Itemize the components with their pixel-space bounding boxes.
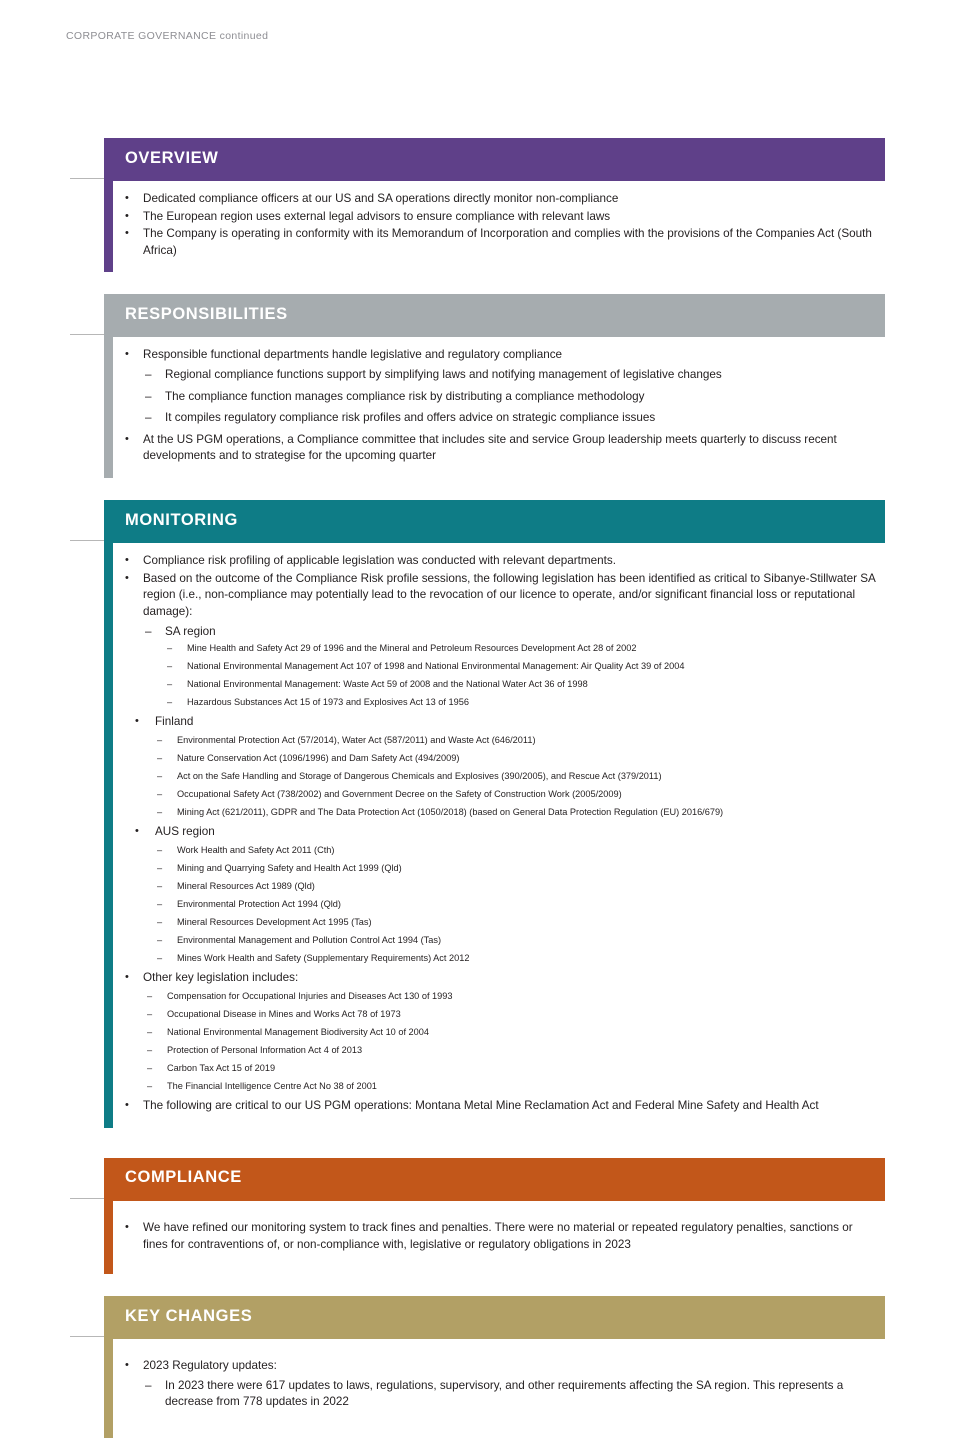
dash-marker: –	[157, 935, 163, 946]
bullet-list-responsibilities-2	[125, 432, 877, 465]
margin-rule-overview	[70, 178, 104, 179]
left-accent-bar-overview	[104, 181, 113, 272]
list-item-text: Mining Act (621/2011), GDPR and The Data Protection Act (1050/2018) (based on General Data Protection Regulation (EU) 2016/679)	[177, 807, 724, 818]
aus-region-label: AUS region	[155, 825, 215, 839]
list-item-text: Mineral Resources Act 1989 (Qld)	[177, 881, 315, 892]
bullet-marker: •	[125, 1359, 129, 1372]
section-body-responsibilities	[104, 337, 885, 478]
list-item	[125, 1358, 877, 1375]
margin-rule-responsibilities	[70, 334, 104, 335]
dash-marker: –	[145, 624, 152, 638]
section-body-overview	[104, 181, 885, 272]
list-item-text: Based on the outcome of the Compliance Risk profile sessions, the following legislation has been identified as critical to Sibanye-Stillwater SA region (i.e., non-compliance may potentially lead to the revocation of our licence to operate, and/or significant financial loss or reputational damage):	[143, 571, 876, 618]
dash-marker: –	[157, 771, 163, 782]
section-title-key-changes: KEY CHANGES	[125, 1306, 253, 1325]
dash-marker: –	[167, 661, 173, 672]
list-item	[135, 714, 877, 731]
section-monitoring	[104, 500, 885, 1128]
dash-marker: –	[157, 899, 163, 910]
list-item	[167, 642, 877, 655]
list-item	[145, 410, 877, 427]
other-key-label: Other key legislation includes:	[143, 971, 299, 985]
list-item-text: National Environmental Management: Waste Act 59 of 2008 and the National Water Act 36 of 1998	[187, 679, 588, 690]
bullet-list-monitoring	[125, 553, 877, 620]
dash-marker: –	[167, 697, 173, 708]
dash-marker: –	[147, 1027, 153, 1038]
sub-bullet-list-key-changes	[125, 1378, 877, 1411]
left-accent-bar-responsibilities	[104, 337, 113, 478]
list-item	[125, 226, 877, 259]
left-accent-bar-compliance	[104, 1201, 113, 1274]
list-item-text: Mining and Quarrying Safety and Health Act 1999 (Qld)	[177, 862, 402, 873]
list-item	[125, 191, 877, 208]
dash-marker: –	[157, 789, 163, 800]
section-body-compliance	[104, 1201, 885, 1274]
list-item	[125, 1220, 877, 1253]
band-underline-overview	[104, 178, 885, 181]
list-item	[145, 389, 877, 406]
list-item	[147, 1008, 877, 1021]
sa-region-group	[125, 624, 877, 641]
other-key-group	[125, 970, 877, 987]
dash-marker: –	[145, 368, 152, 382]
list-item-text: We have refined our monitoring system to track fines and penalties. There were no material or repeated regulatory penalties, sanctions or fines for contraventions of, or non-compliance with, legislative or regulatory obligations in 2023	[143, 1220, 853, 1251]
bullet-marker: •	[125, 971, 129, 984]
list-item-text: The Financial Intelligence Centre Act No 38 of 2001	[167, 1081, 377, 1092]
sub-bullet-list-responsibilities	[125, 367, 877, 427]
list-item	[157, 880, 877, 893]
list-item	[157, 952, 877, 965]
section-body-key-changes	[104, 1339, 885, 1438]
list-item	[167, 696, 877, 709]
section-band-compliance	[104, 1158, 885, 1198]
dash-marker: –	[157, 735, 163, 745]
list-item	[147, 1026, 877, 1039]
bullet-marker: •	[125, 227, 129, 240]
list-item-text: The European region uses external legal advisors to ensure compliance with relevant laws	[143, 209, 611, 223]
section-title-overview: OVERVIEW	[125, 148, 219, 167]
section-compliance	[104, 1158, 885, 1274]
list-item	[147, 1080, 877, 1093]
dash-marker: –	[147, 990, 153, 1001]
dash-marker: –	[157, 844, 163, 855]
dash-marker: –	[157, 807, 163, 818]
section-title-compliance: COMPLIANCE	[125, 1168, 242, 1187]
list-item	[157, 734, 877, 747]
dash-marker: –	[147, 1045, 153, 1056]
bullet-marker: •	[135, 715, 139, 728]
list-item-text: Environmental Management and Pollution Control Act 1994 (Tas)	[177, 935, 442, 946]
list-item-text: Carbon Tax Act 15 of 2019	[167, 1063, 276, 1074]
list-item	[157, 862, 877, 875]
list-item-text: 2023 Regulatory updates:	[143, 1359, 277, 1373]
dash-marker: –	[147, 1081, 153, 1092]
list-item	[125, 209, 877, 226]
dash-marker: –	[145, 411, 152, 425]
list-item-text: It compiles regulatory compliance risk profiles and offers advice on strategic compliance issues	[165, 411, 656, 425]
list-item-text: Environmental Protection Act 1994 (Qld)	[177, 899, 341, 910]
section-key-changes	[104, 1296, 885, 1438]
list-item-text: Mines Work Health and Safety (Supplementary Requirements) Act 2012	[177, 953, 470, 964]
list-item-text: Environmental Protection Act (57/2014), Water Act (587/2011) and Waste Act (646/2011)	[177, 735, 536, 745]
section-overview	[104, 138, 885, 272]
content-column	[104, 138, 885, 1438]
list-item-text: The following are critical to our US PGM operations: Montana Metal Mine Reclamation Act and Federal Mine Safety and Health Act	[143, 1099, 819, 1113]
bullet-list-overview	[125, 191, 877, 259]
list-item	[125, 1098, 877, 1115]
list-item	[167, 660, 877, 673]
list-item	[157, 770, 877, 783]
list-item	[157, 788, 877, 801]
section-responsibilities	[104, 294, 885, 478]
bullet-marker: •	[125, 571, 129, 584]
list-item	[167, 678, 877, 691]
other-key-list	[125, 990, 877, 1093]
margin-rule-compliance	[70, 1198, 104, 1199]
list-item-text: Nature Conservation Act (1096/1996) and Dam Safety Act (494/2009)	[177, 753, 460, 764]
band-underline-monitoring	[104, 540, 885, 543]
section-band-monitoring	[104, 500, 885, 540]
list-item-text: Hazardous Substances Act 15 of 1973 and Explosives Act 13 of 1956	[187, 697, 469, 708]
band-underline-key-changes	[104, 1336, 885, 1339]
bullet-marker: •	[125, 192, 129, 204]
list-item-text: Mineral Resources Development Act 1995 (Tas)	[177, 917, 372, 928]
section-band-overview	[104, 138, 885, 178]
list-item	[125, 432, 877, 465]
dash-marker: –	[147, 1009, 153, 1020]
list-item-text: Dedicated compliance officers at our US and SA operations directly monitor non-compliance	[143, 192, 619, 205]
bullet-marker: •	[125, 1220, 129, 1233]
dash-marker: –	[157, 953, 163, 964]
dash-marker: –	[157, 917, 163, 928]
bullet-list-responsibilities	[125, 347, 877, 364]
list-item	[145, 1378, 877, 1411]
monitoring-closing-list	[125, 1098, 877, 1115]
list-item	[157, 752, 877, 765]
dash-marker: –	[157, 881, 163, 892]
bullet-marker: •	[125, 209, 129, 222]
list-item-text: Occupational Disease in Mines and Works Act 78 of 1973	[167, 1009, 401, 1020]
dash-marker: –	[167, 643, 173, 654]
bullet-marker: •	[125, 348, 129, 361]
list-item	[145, 624, 877, 641]
section-band-responsibilities	[104, 294, 885, 334]
left-accent-bar-key-changes	[104, 1339, 113, 1438]
list-item	[157, 844, 877, 857]
dash-marker: –	[157, 753, 163, 764]
list-item	[157, 916, 877, 929]
list-item-text: Occupational Safety Act (738/2002) and Government Decree on the Safety of Construction Work (2005/2009)	[177, 789, 622, 800]
list-item	[135, 824, 877, 841]
margin-rule-monitoring	[70, 540, 104, 541]
list-item	[157, 806, 877, 819]
dash-marker: –	[157, 862, 163, 873]
section-gap	[104, 1274, 885, 1296]
list-item	[125, 553, 877, 570]
dash-marker: –	[145, 1378, 152, 1392]
list-item	[145, 367, 877, 384]
list-item	[157, 934, 877, 947]
finland-group	[125, 714, 877, 731]
bullet-marker: •	[125, 432, 129, 445]
list-item	[147, 1044, 877, 1057]
section-title-responsibilities: RESPONSIBILITIES	[125, 304, 288, 323]
list-item-text: National Environmental Management Biodiversity Act 10 of 2004	[167, 1027, 429, 1038]
aus-region-list	[125, 844, 877, 965]
finland-label: Finland	[155, 715, 194, 729]
list-item-text: In 2023 there were 617 updates to laws, regulations, supervisory, and other requirements affecting the SA region. This represents a decrease from 778 updates in 2022	[165, 1378, 844, 1409]
bullet-marker: •	[125, 1099, 129, 1112]
list-item	[125, 571, 877, 621]
list-item-text: National Environmental Management Act 107 of 1998 and National Environmental Management: Air Quality Act 39 of 2004	[187, 661, 685, 672]
list-item	[147, 1062, 877, 1075]
bullet-marker: •	[135, 825, 139, 838]
bullet-marker: •	[125, 554, 129, 567]
sa-region-label: SA region	[165, 624, 216, 638]
list-item-text: Work Health and Safety Act 2011 (Cth)	[177, 844, 335, 855]
list-item	[125, 970, 877, 987]
dash-marker: –	[147, 1063, 153, 1074]
section-gap	[104, 272, 885, 294]
section-band-key-changes	[104, 1296, 885, 1336]
list-item-text: Protection of Personal Information Act 4 of 2013	[167, 1045, 363, 1056]
list-item-text: Responsible functional departments handle legislative and regulatory compliance	[143, 348, 563, 362]
section-gap	[104, 478, 885, 500]
section-body-monitoring	[104, 543, 885, 1128]
list-item-text: Compliance risk profiling of applicable legislation was conducted with relevant departments.	[143, 554, 616, 568]
aus-region-group	[125, 824, 877, 841]
list-item-text: Mine Health and Safety Act 29 of 1996 and the Mineral and Petroleum Resources Development Act 28 of 2002	[187, 643, 637, 654]
dash-marker: –	[145, 389, 152, 403]
list-item-text: The compliance function manages compliance risk by distributing a compliance methodology	[165, 389, 645, 403]
section-gap	[104, 1128, 885, 1158]
list-item-text: Act on the Safe Handling and Storage of Dangerous Chemicals and Explosives (390/2005), and Rescue Act (379/2011)	[177, 771, 662, 782]
list-item	[157, 898, 877, 911]
left-accent-bar-monitoring	[104, 543, 113, 1128]
dash-marker: –	[167, 679, 173, 690]
list-item-text: Compensation for Occupational Injuries and Diseases Act 130 of 1993	[167, 990, 453, 1001]
bullet-list-compliance	[125, 1220, 877, 1253]
running-header: CORPORATE GOVERNANCE continued	[66, 30, 269, 42]
list-item-text: The Company is operating in conformity with its Memorandum of Incorporation and complies with the provisions of the Companies Act (South Africa)	[143, 227, 872, 257]
list-item-text: At the US PGM operations, a Compliance committee that includes site and service Group leadership meets quarterly to discuss recent developments and to strategise for the upcoming quarter	[143, 432, 837, 463]
bullet-list-key-changes	[125, 1358, 877, 1375]
section-title-monitoring: MONITORING	[125, 510, 238, 529]
list-item	[147, 990, 877, 1003]
band-underline-responsibilities	[104, 334, 885, 337]
band-underline-compliance	[104, 1198, 885, 1201]
list-item-text: Regional compliance functions support by simplifying laws and notifying management of legislative changes	[165, 368, 722, 382]
finland-list	[125, 734, 877, 819]
list-item	[125, 347, 877, 364]
sa-region-list	[125, 642, 877, 709]
